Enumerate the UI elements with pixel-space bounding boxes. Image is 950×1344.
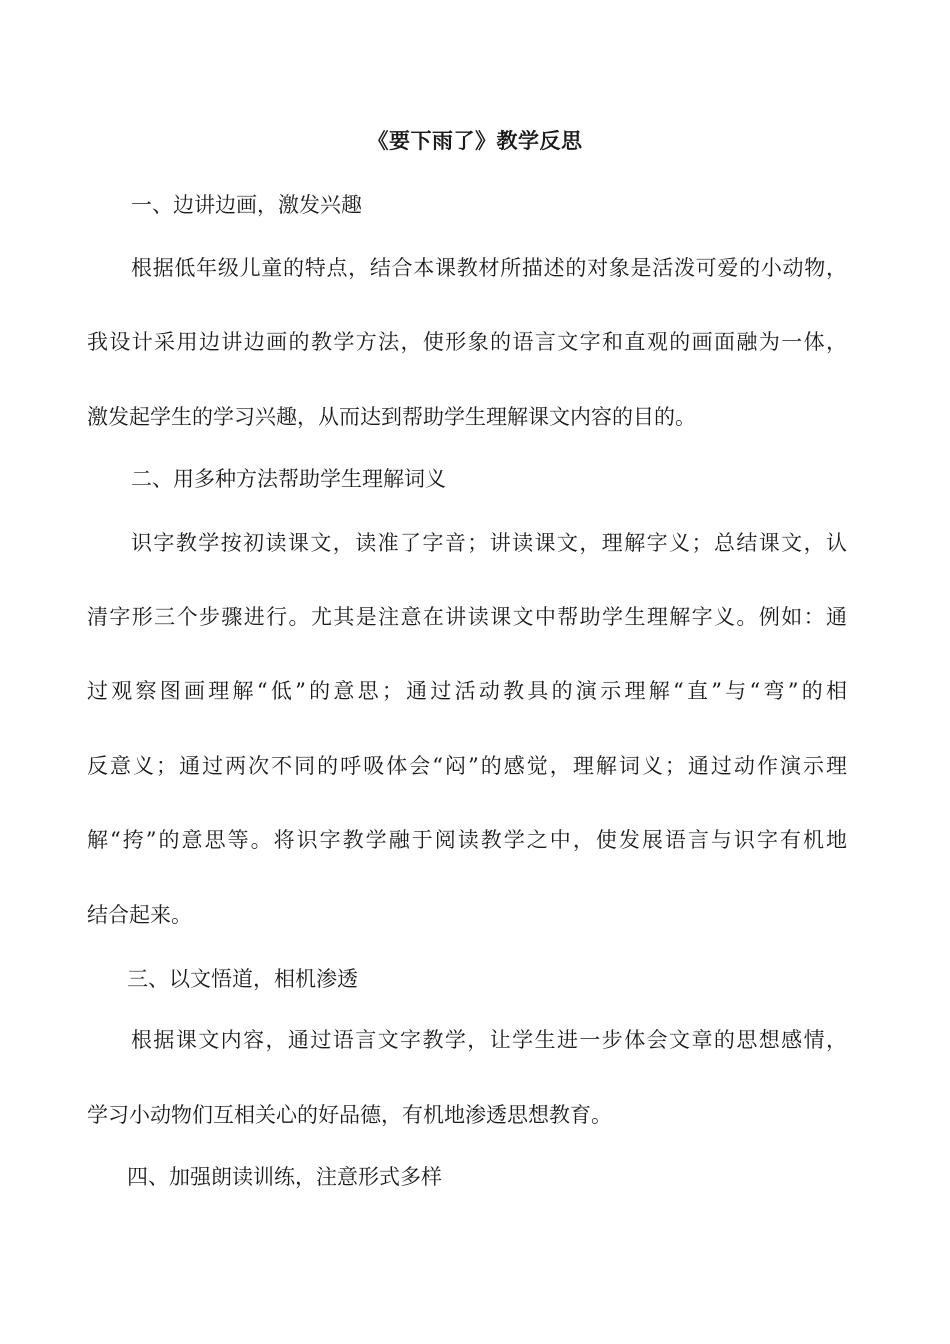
section-3-line-2: 学习小动物们互相关心的好品德，有机地渗透思想教育。 — [87, 1103, 612, 1127]
section-4-heading: 四、加强朗读训练，注意形式多样 — [127, 1165, 442, 1189]
section-2-line-4: 反意义；通过两次不同的呼吸体会“闷”的感觉，理解词义；通过动作演示理 — [87, 754, 847, 778]
section-1-line-1: 根据低年级儿童的特点，结合本课教材所描述的对象是活泼可爱的小动物， — [131, 256, 847, 280]
section-2-line-1: 识字教学按初读课文，读准了字音；讲读课文，理解字义；总结课文，认 — [131, 531, 847, 555]
section-3-heading: 三、以文悟道，相机渗透 — [127, 967, 358, 991]
section-2-line-3: 过观察图画理解“低”的意思；通过活动教具的演示理解“直”与“弯”的相 — [87, 679, 847, 703]
section-2-line-2: 清字形三个步骤进行。尤其是注意在讲读课文中帮助学生理解字义。例如：通 — [87, 605, 847, 629]
section-1-line-2: 我设计采用边讲边画的教学方法，使形象的语言文字和直观的画面融为一体， — [87, 330, 847, 354]
section-1-heading: 一、边讲边画，激发兴趣 — [131, 193, 362, 217]
section-2-line-6: 结合起来。 — [87, 903, 192, 927]
section-2-heading: 二、用多种方法帮助学生理解词义 — [131, 467, 446, 491]
document-title: 《要下雨了》教学反思 — [367, 128, 583, 153]
section-2-line-5: 解“挎”的意思等。将识字教学融于阅读教学之中，使发展语言与识字有机地 — [87, 828, 847, 852]
section-1-line-3: 激发起学生的学习兴趣，从而达到帮助学生理解课文内容的目的。 — [87, 405, 696, 429]
section-3-line-1: 根据课文内容，通过语言文字教学，让学生进一步体会文章的思想感情， — [131, 1028, 847, 1052]
